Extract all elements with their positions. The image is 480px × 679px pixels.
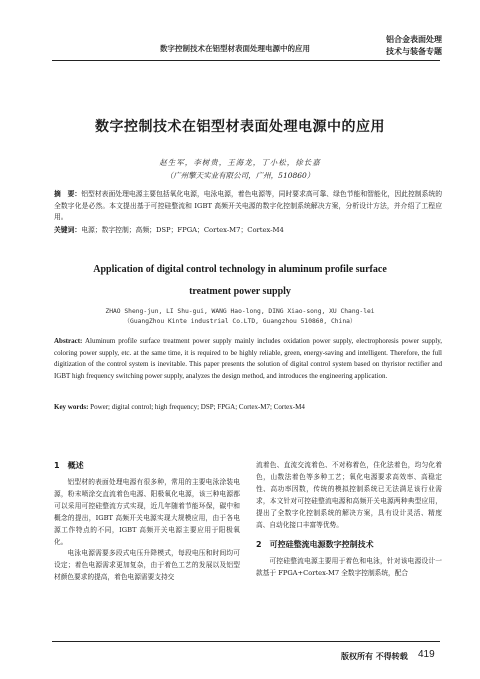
section-1-para-2: 电泳电源需要多段式电压升降模式，每段电压和时间均可设定；着色电源需求更加复杂，由于着色工艺的发展以及铝型材颜色要求的提高，着色电源需要支持交 xyxy=(54,549,240,582)
copyright-notice: 版权所有 不得转载 xyxy=(341,651,408,661)
section-2-heading: 2 可控硅整流电源数字控制技术 xyxy=(256,540,374,550)
authors-cn: 赵生军，李树贵，王海龙，丁小松，徐长嘉 xyxy=(159,158,321,167)
keywords-en xyxy=(54,402,442,414)
paper-title-en-line2: treatment power supply xyxy=(189,286,291,297)
page-number: 419 xyxy=(418,649,435,660)
paper-title-en-line1: Application of digital control technology in aluminum profile surface xyxy=(93,264,387,275)
paper-title-en xyxy=(0,259,480,303)
body-column-right xyxy=(256,460,442,580)
header-rule xyxy=(52,60,440,61)
abstract-cn xyxy=(54,189,442,224)
authors-en-block xyxy=(0,307,480,327)
column-label-line1: 铝合金表面处理 xyxy=(386,34,442,44)
abstract-en-text: Aluminum profile surface treatment power supply mainly includes oxidation power supply, electrophoresis power supply, coloring power supply, etc. at the same time, it is required to be highly reliable, green, energy-saving and intelligent. Therefore, the full digitization of the control system is inevitable. This paper presents the solution of digital control system based on thyristor rectifier and IGBT high frequency switching power supply, analyzes the design method, and introduces the engineering application. xyxy=(54,337,442,380)
footer-rule xyxy=(52,641,440,642)
authors-en: ZHAO Sheng-jun, LI Shu-gui, WANG Hao-long, DING Xiao-song, XU Chang-lei xyxy=(105,308,375,315)
keywords-en-label: Key words: xyxy=(54,403,89,411)
abstract-en-label: Abstract: xyxy=(54,337,83,345)
column-label-line2: 技术与装备专题 xyxy=(386,46,442,56)
running-title: 数字控制技术在铝型材表面处理电源中的应用 xyxy=(160,44,310,53)
keywords-cn-text: 电源；数字控制；高频；DSP；FPGA；Cortex-M7；Cortex-M4 xyxy=(81,226,284,234)
abstract-cn-label: 摘 要： xyxy=(54,190,82,198)
keywords-cn-label: 关键词： xyxy=(54,226,82,234)
body-column-left xyxy=(54,460,240,584)
abstract-en xyxy=(54,336,442,382)
section-1-para-2-continued: 流着色、直流交流着色、不对称着色，住化法着色，均匀化着色，山数法着色等多种工艺；氧化电源要求高效率、高稳定性、高功率因数，传统的模拟控制系统已无法满足该行业需求，本文针对可控硅整流电源和高频开关电源两种典型应用，提出了全数字化控制系统的解决方案，具有设计灵活、精度高、自动化接口丰富等优势。 xyxy=(256,461,442,529)
affiliation-cn: （广州擎天实业有限公司，广州，510860） xyxy=(165,171,315,180)
abstract-cn-text: 铝型材表面处理电源主要包括氧化电源，电泳电源，着色电源等，同时要求高可靠、绿色节能和智能化，因此控制系统的全数字化是必然。本文提出基于可控硅整流和 IGBT 高频开关电源的数字化控制系统解决方案，分析设计方法，并介绍了工程应用。 xyxy=(54,190,443,221)
affiliation-en: （GuangZhou Kinte industrial Co.LTD, Guangzhou 510860, China） xyxy=(123,318,357,325)
keywords-cn xyxy=(54,225,442,237)
keywords-en-text: Power; digital control; high frequency; DSP; FPGA; Cortex-M7; Cortex-M4 xyxy=(90,403,305,411)
section-1-para-1: 铝型材的表面处理电源有很多种，常用的主要电泳涂装电源，粉末喷涂交直流着色电源、阳极氧化电源，该三种电源都可以采用可控硅整流方式实现，近几年随着节能环保，碳中和概念的提出，IGBT 高频开关电源实现大规模应用，由于各电源工作特点的不同，IGBT 高频开关电源主要应用于阳极氧化。 xyxy=(54,478,240,546)
section-2-para-1: 可控硅整流电源主要用于着色和电泳，针对该电源设计一款基于 FPGA+Cortex-M7 全数字控制系统，配合 xyxy=(256,557,442,578)
paper-title-cn: 数字控制技术在铝型材表面处理电源中的应用 xyxy=(95,119,385,135)
column-label xyxy=(386,33,442,57)
section-1-heading: 1 概述 xyxy=(54,461,84,470)
